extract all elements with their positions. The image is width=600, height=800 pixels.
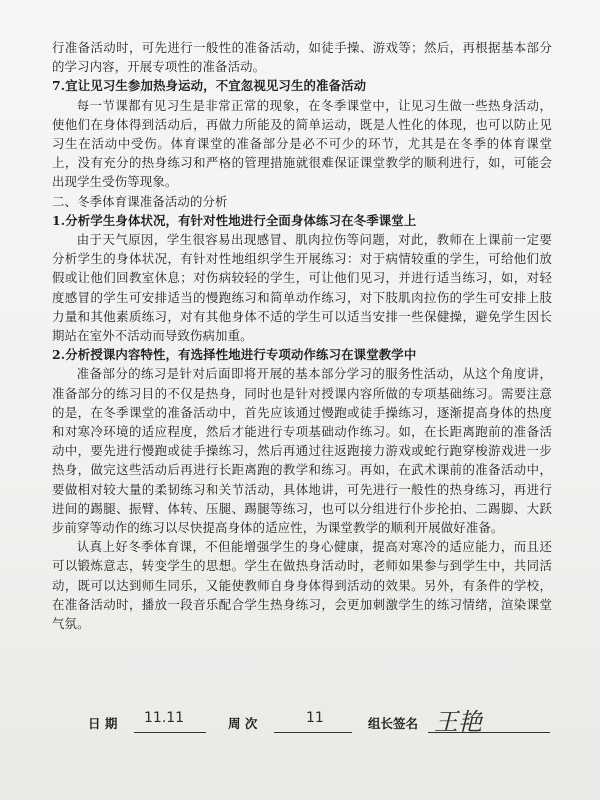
paragraph-physical-condition: 由于天气原因，学生很容易出现感冒、肌肉拉伤等问题，对此，教师在上课前一定要分析学生的身体状况，有针对性地组织学生开展练习：对于病情较重的学生，可给他们放假或让他们回教室休息；对伤病较轻的学生，可让他们见习，并进行适当练习，如，对轻度感冒的学生可安排适当的慢跑练习和简单动作练习，对下肢肌肉拉伤的学生可安排上肢力量和其他素质练习，对有其他身体不适的学生可以适当安排一些保健操，避免学生因长期站在室外不活动而导致伤病加重。 xyxy=(52,232,552,344)
document-body xyxy=(52,38,552,633)
paragraph-lesson-content: 准备部分的练习是针对后面即将开展的基本部分学习的服务性活动，从这个角度讲，准备部分的练习目的不仅是热身，同时也是针对授课内容所做的专项基础练习。需要注意的是，在冬季课堂的准备活动中，首先应该通过慢跑或徒手操练习，逐渐提高身体的热度和对寒冷环境的适应程度，然后才能进行专项基础动作练习。如，在长距离跑前的准备活动中，要先进行慢跑或徒手操练习，然后再通过往返跑接力游戏或蛇行跑穿梭游戏进一步热身，做完这些活动后再进行长距离跑的教学和练习。再如，在武术课前的准备活动中，要做相对较大量的柔韧练习和关节活动，具体地讲，可先进行一般性的热身练习，再进行进间的踢腿、振臂、体转、压腿、踢腿等练习，也可以分组进行仆步抡拍、二踢脚、大跃步前穿等动作的练习以尽快提高身体的适应性，为课堂教学的顺利开展做好准备。 xyxy=(52,366,552,536)
leader-sign-label: 组长签名 xyxy=(368,716,419,731)
subheading-2-1: 1.分析学生身体状况，有针对性地进行全面身体练习在冬季课堂上 xyxy=(52,212,417,228)
week-value: 11 xyxy=(306,710,324,726)
week-underline xyxy=(274,732,352,733)
subheading-2-2: 2.分析授课内容特性，有选择性地进行专项动作练习在课堂教学中 xyxy=(52,347,417,363)
date-underline xyxy=(134,732,206,733)
paragraph-continuation: 行准备活动时，可先进行一般性的准备活动，如徒手操、游戏等；然后，再根据基本部分的学习内容，开展专项性的准备活动。 xyxy=(52,40,552,75)
date-label: 日 期 xyxy=(88,716,118,731)
subheading-7: 7.宜让见习生参加热身运动，不宜忽视见习生的准备活动 xyxy=(52,78,367,94)
date-value: 11.11 xyxy=(144,710,185,726)
paragraph-conclusion: 认真上好冬季体育课，不但能增强学生的身心健康，提高对寒冷的适应能力，而且还可以锻炼意志，转变学生的思想。学生在做热身活动时，老师如果参与到学生中，共同活动，既可以达到师生同乐，又能使教师自身身体得到活动的效果。另外，有条件的学校，在准备活动时，播放一段音乐配合学生热身练习，会更加刺激学生的练习情绪，渲染课堂气氛。 xyxy=(52,539,552,632)
week-label: 周 次 xyxy=(228,716,258,731)
section-heading-2: 二、冬季体育课准备活动的分析 xyxy=(52,193,228,209)
leader-signature: 王艳 xyxy=(434,708,482,736)
paragraph-trainee-warmup: 每一节课都有见习生是非常正常的现象，在冬季课堂中，让见习生做一些热身活动，使他们在身体得到活动后，再做力所能及的简单运动，既是人性化的体现，也可以防止见习生在活动中受伤。体育课堂的准备部分是必不可少的环节，尤其是在冬季的体育课堂上，没有充分的热身练习和严格的管理措施就很难保证课堂教学的顺利进行，如，可能会出现学生受伤等现象。 xyxy=(52,97,552,190)
signature-footer xyxy=(52,708,552,736)
